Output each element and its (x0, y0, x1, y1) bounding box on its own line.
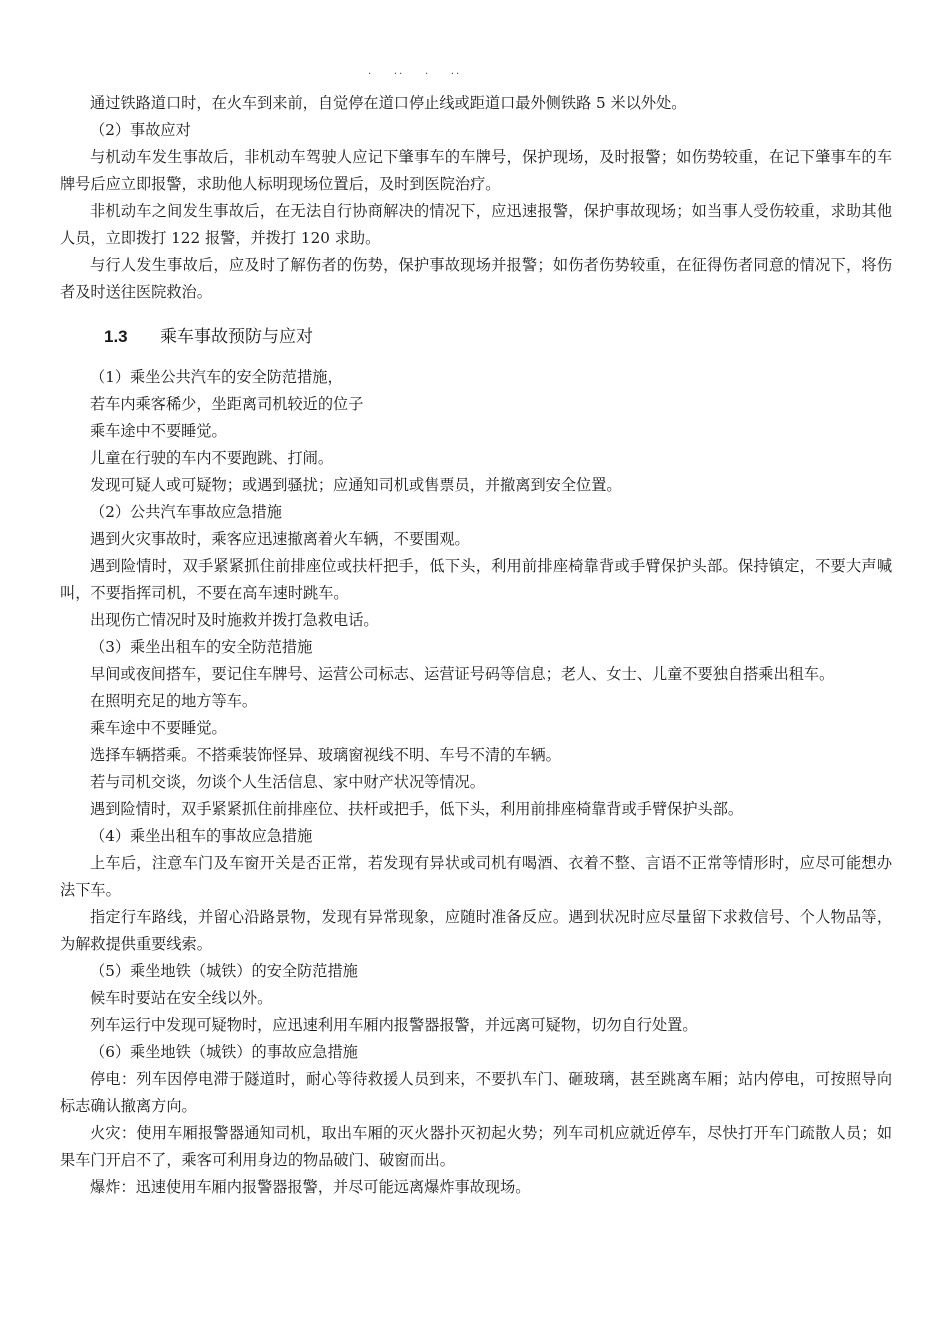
section-1-3-body (60, 364, 892, 1201)
header-marks: . .. . .. (368, 66, 462, 77)
paragraph: 遇到险情时，双手紧紧抓住前排座位或扶杆把手，低下头，利用前排座椅靠背或手臂保护头部。保持镇定，不要大声喊叫，不要指挥司机，不要在高车速时跳车。 (60, 557, 892, 602)
paragraph: 停电：列车因停电滞于隧道时，耐心等待救援人员到来，不要扒车门、砸玻璃，甚至跳离车厢；站内停电，可按照导向标志确认撤离方向。 (60, 1070, 892, 1115)
paragraph: 上车后，注意车门及车窗开关是否正常，若发现有异状或司机有喝酒、衣着不整、言语不正常等情形时，应尽可能想办法下车。 (60, 854, 892, 899)
subheading: （2）公共汽车事故应急措施 (90, 503, 282, 521)
section-title: 乘车事故预防与应对 (160, 327, 313, 347)
paragraph: 爆炸：迅速使用车厢内报警器报警，并尽可能远离爆炸事故现场。 (90, 1178, 531, 1196)
subheading: （2）事故应对 (90, 121, 191, 139)
previous-section (60, 90, 892, 306)
paragraph: 火灾：使用车厢报警器通知司机，取出车厢的灭火器扑灭初起火势；列车司机应就近停车，尽快打开车门疏散人员；如果车门开启不了，乘客可利用身边的物品破门、破窗而出。 (60, 1124, 892, 1169)
paragraph: 指定行车路线，并留心沿路景物，发现有异常现象，应随时准备反应。遇到状况时应尽量留下求救信号、个人物品等，为解救提供重要线索。 (60, 908, 892, 953)
paragraph: 在照明充足的地方等车。 (90, 692, 258, 710)
paragraph: 遇到火灾事故时，乘客应迅速撤离着火车辆，不要围观。 (90, 530, 470, 548)
section-heading (60, 322, 892, 352)
paragraph: 若车内乘客稀少，坐距离司机较近的位子 (90, 395, 364, 413)
subheading: （5）乘坐地铁（城铁）的安全防范措施 (90, 962, 358, 980)
paragraph: 发现可疑人或可疑物；或遇到骚扰；应通知司机或售票员，并撤离到安全位置。 (90, 476, 622, 494)
paragraph: 出现伤亡情况时及时施救并拨打急救电话。 (90, 611, 379, 629)
paragraph: 列车运行中发现可疑物时，应迅速利用车厢内报警器报警，并远离可疑物，切勿自行处置。 (90, 1016, 698, 1034)
document-body (60, 90, 892, 1201)
paragraph: 非机动车之间发生事故后，在无法自行协商解决的情况下，应迅速报警，保护事故现场；如当事人受伤较重，求助其他人员，立即拨打 122 报警，并拨打 120 求助。 (60, 202, 892, 247)
subheading: （4）乘坐出租车的事故应急措施 (90, 827, 313, 845)
paragraph: 与机动车发生事故后，非机动车驾驶人应记下肇事车的车牌号，保护现场，及时报警；如伤势较重，在记下肇事车的车牌号后应立即报警，求助他人标明现场位置后，及时到医院治疗。 (60, 148, 892, 193)
paragraph: 遇到险情时，双手紧紧抓住前排座位、扶杆或把手，低下头，利用前排座椅靠背或手臂保护头部。 (90, 800, 744, 818)
paragraph: 儿童在行驶的车内不要跑跳、打闹。 (90, 449, 333, 467)
paragraph: 选择车辆搭乘。不搭乘装饰怪异、玻璃窗视线不明、车号不清的车辆。 (90, 746, 561, 764)
paragraph: 候车时要站在安全线以外。 (90, 989, 273, 1007)
subheading: （1）乘坐公共汽车的安全防范措施， (90, 368, 343, 386)
paragraph: 若与司机交谈，勿谈个人生活信息、家中财产状况等情况。 (90, 773, 485, 791)
paragraph: 乘车途中不要睡觉。 (90, 719, 227, 737)
section-number: 1.3 (104, 327, 128, 346)
paragraph: 通过铁路道口时，在火车到来前，自觉停在道口停止线或距道口最外侧铁路 5 米以外处。 (90, 94, 687, 112)
subheading: （6）乘坐地铁（城铁）的事故应急措施 (90, 1043, 358, 1061)
paragraph: 与行人发生事故后，应及时了解伤者的伤势，保护事故现场并报警；如伤者伤势较重，在征得伤者同意的情况下，将伤者及时送往医院救治。 (60, 256, 892, 301)
subheading: （3）乘坐出租车的安全防范措施 (90, 638, 313, 656)
paragraph: 乘车途中不要睡觉。 (90, 422, 227, 440)
paragraph: 早间或夜间搭车，要记住车牌号、运营公司标志、运营证号码等信息；老人、女士、儿童不要独自搭乘出租车。 (90, 665, 835, 683)
